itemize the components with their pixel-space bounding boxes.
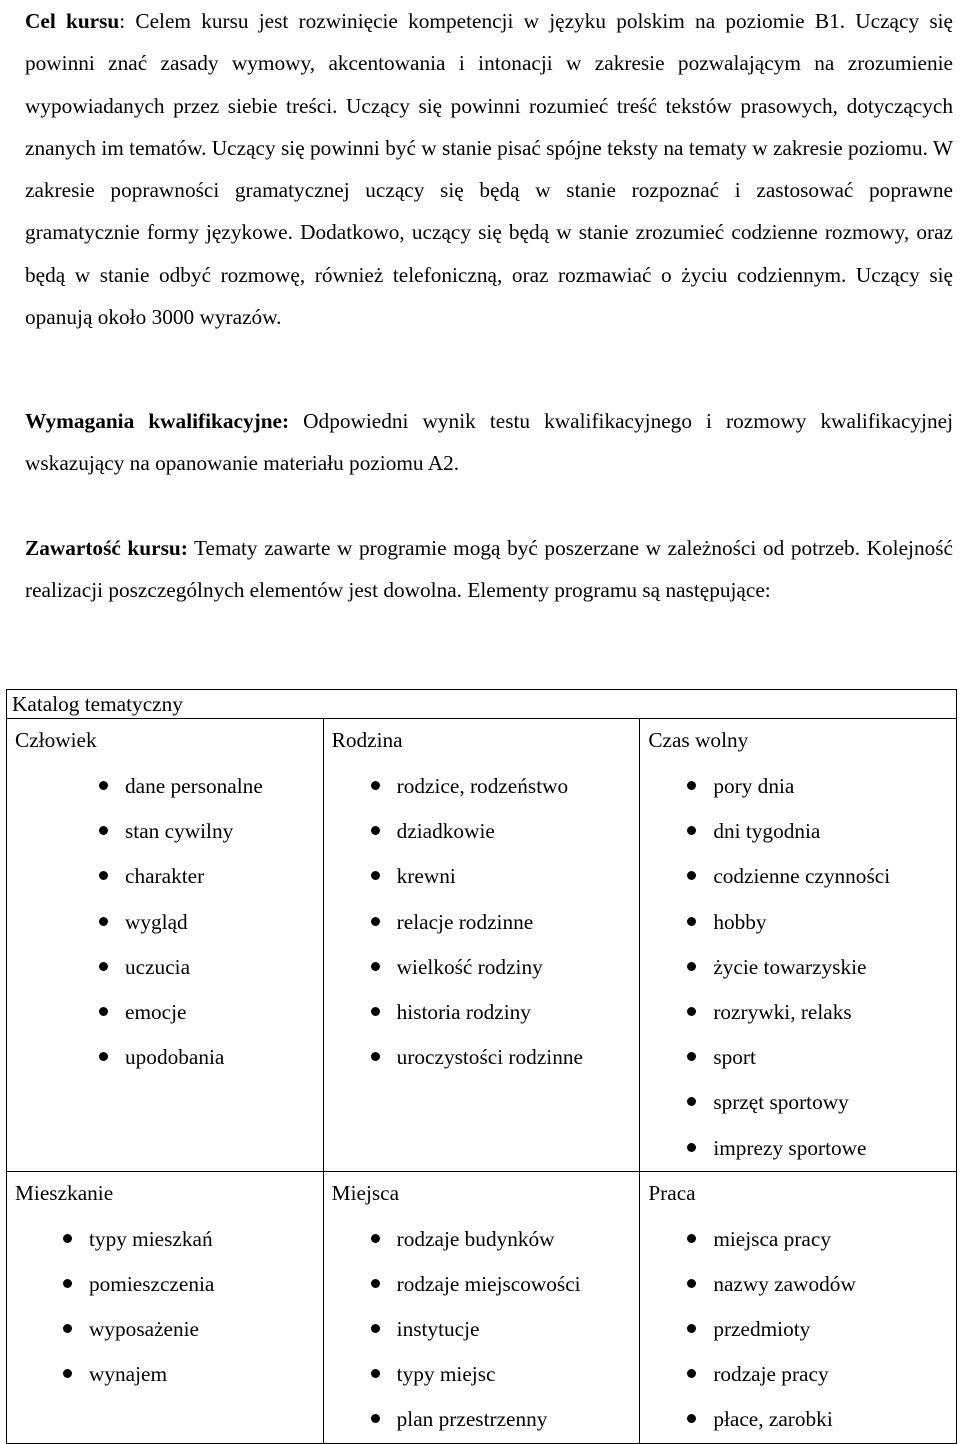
list-item-label: rodzaje budynków bbox=[396, 1226, 555, 1251]
list-item bbox=[648, 1080, 956, 1125]
bullet-icon bbox=[99, 1052, 108, 1061]
bullet-icon bbox=[99, 871, 108, 880]
list-item-label: pory dnia bbox=[713, 774, 795, 798]
list-item bbox=[15, 900, 323, 945]
list-item-label: plan przestrzenny bbox=[396, 1407, 548, 1432]
list-item bbox=[332, 945, 640, 990]
bullet-icon bbox=[371, 871, 380, 880]
list-item bbox=[15, 1035, 323, 1080]
list-item bbox=[15, 854, 323, 899]
list-item-label: emocje bbox=[125, 999, 187, 1024]
topic-title: Miejsca bbox=[331, 1180, 400, 1205]
bullet-icon bbox=[371, 917, 380, 926]
list-item-label: instytucje bbox=[396, 1317, 480, 1342]
list-item-label: codzienne czynności bbox=[713, 864, 891, 889]
course-goal-paragraph bbox=[25, 0, 953, 338]
list-item bbox=[332, 1262, 640, 1307]
bullet-icon bbox=[687, 1414, 696, 1423]
bullet-icon bbox=[687, 917, 696, 926]
topic-list bbox=[332, 764, 640, 1080]
list-item-label: typy miejsc bbox=[396, 1362, 496, 1387]
list-item-label: nazwy zawodów bbox=[713, 1271, 856, 1296]
requirements-text: Odpowiedni wynik testu kwalifikacyjnego i rozmowy kwalifikacyjnej wskazujący na opanowanie materiału poziomu A2. bbox=[25, 409, 953, 475]
list-item bbox=[332, 1035, 640, 1080]
list-item bbox=[648, 900, 956, 945]
list-item bbox=[332, 809, 640, 854]
list-item bbox=[15, 1217, 323, 1262]
list-item-label: płace, zarobki bbox=[713, 1407, 833, 1432]
list-item-label: dane personalne bbox=[125, 774, 263, 798]
bullet-icon bbox=[371, 1052, 380, 1061]
list-item bbox=[648, 990, 956, 1035]
list-item-label: wyposażenie bbox=[89, 1317, 199, 1342]
topic-title: Mieszkanie bbox=[15, 1180, 114, 1205]
list-item bbox=[332, 1217, 640, 1262]
bullet-icon bbox=[687, 781, 696, 790]
list-item-label: stan cywilny bbox=[125, 819, 234, 844]
bullet-icon bbox=[371, 1414, 380, 1423]
bullet-icon bbox=[687, 826, 696, 835]
list-item-label: typy mieszkań bbox=[89, 1226, 213, 1251]
list-item-label: uczucia bbox=[125, 954, 191, 979]
topic-cell-czlowiek bbox=[7, 719, 324, 1172]
bullet-icon bbox=[371, 826, 380, 835]
bullet-icon bbox=[687, 871, 696, 880]
bullet-icon bbox=[99, 962, 108, 971]
list-item bbox=[15, 764, 323, 809]
list-item bbox=[332, 854, 640, 899]
list-item bbox=[648, 764, 956, 809]
requirements-label: Wymagania kwalifikacyjne: bbox=[25, 409, 290, 433]
catalog-row bbox=[7, 1171, 957, 1443]
list-item bbox=[648, 809, 956, 854]
bullet-icon bbox=[371, 1324, 380, 1333]
topic-title: Czas wolny bbox=[648, 728, 749, 752]
catalog-header: Katalog tematyczny bbox=[7, 690, 957, 719]
list-item bbox=[332, 764, 640, 809]
bullet-icon bbox=[371, 1007, 380, 1016]
course-goal-text: : Celem kursu jest rozwinięcie kompetencji w języku polskim na poziomie B1. Uczący się powinni znać zasady wymowy, akcentowania i intonacji w zakresie pozwalającym na zrozumienie wypowiadanych przez siebie treści. Uczący się powinni rozumieć treść tekstów prasowych, dotyczących znanych im tematów. Uczący się powinni być w stanie pisać spójne teksty na tematy w zakresie poziomu. W zakresie poprawności gramatycznej uczący się będą w stanie rozpoznać i zastosować poprawne gramatycznie formy językowe. Dodatkowo, uczący się będą w stanie zrozumieć codzienne rozmowy, oraz będą w stanie odbyć rozmowę, również telefoniczną, oraz rozmawiać o życiu codziennym. Uczący się opanują około 3000 wyrazów. bbox=[25, 9, 953, 330]
list-item bbox=[15, 1262, 323, 1307]
list-item-label: dni tygodnia bbox=[713, 819, 821, 844]
bullet-icon bbox=[63, 1234, 72, 1243]
list-item-label: rodzaje pracy bbox=[713, 1362, 829, 1387]
topic-title: Człowiek bbox=[15, 728, 97, 752]
list-item-label: upodobania bbox=[125, 1045, 225, 1070]
topic-list bbox=[648, 764, 956, 1171]
list-item-label: historia rodziny bbox=[396, 999, 531, 1024]
topic-cell-rodzina bbox=[323, 719, 640, 1172]
list-item bbox=[332, 900, 640, 945]
list-item bbox=[648, 1397, 956, 1442]
bullet-icon bbox=[99, 1007, 108, 1016]
bullet-icon bbox=[371, 781, 380, 790]
course-content-paragraph bbox=[25, 527, 953, 611]
list-item bbox=[332, 990, 640, 1035]
bullet-icon bbox=[687, 1097, 696, 1106]
list-item-label: sprzęt sportowy bbox=[713, 1090, 849, 1115]
list-item bbox=[648, 1126, 956, 1171]
list-item-label: dziadkowie bbox=[396, 819, 495, 844]
list-item-label: pomieszczenia bbox=[89, 1271, 215, 1296]
list-item bbox=[332, 1397, 640, 1442]
topic-cell-czas-wolny bbox=[640, 719, 957, 1172]
bullet-icon bbox=[99, 917, 108, 926]
list-item-label: rodzice, rodzeństwo bbox=[396, 774, 569, 798]
bullet-icon bbox=[687, 1052, 696, 1061]
bullet-icon bbox=[371, 1234, 380, 1243]
topic-title: Praca bbox=[648, 1180, 696, 1205]
course-goal-label: Cel kursu bbox=[25, 9, 120, 33]
list-item-label: wielkość rodziny bbox=[396, 954, 543, 979]
course-content-text: Tematy zawarte w programie mogą być poszerzane w zależności od potrzeb. Kolejność realizacji poszczególnych elementów jest dowolna. Elementy programu są następujące: bbox=[25, 536, 953, 602]
topic-list bbox=[15, 764, 323, 1080]
list-item bbox=[15, 945, 323, 990]
list-item-label: wygląd bbox=[125, 909, 188, 934]
list-item-label: hobby bbox=[713, 909, 767, 934]
thematic-catalog-table bbox=[6, 689, 957, 1444]
list-item-label: życie towarzyskie bbox=[713, 954, 867, 979]
bullet-icon bbox=[687, 1279, 696, 1288]
topic-list bbox=[15, 1217, 323, 1398]
bullet-icon bbox=[687, 1007, 696, 1016]
list-item bbox=[15, 1352, 323, 1397]
bullet-icon bbox=[687, 1369, 696, 1378]
bullet-icon bbox=[99, 781, 108, 790]
list-item bbox=[648, 1262, 956, 1307]
list-item-label: uroczystości rodzinne bbox=[396, 1045, 583, 1070]
topic-title: Rodzina bbox=[331, 728, 403, 752]
requirements-paragraph bbox=[25, 400, 953, 484]
list-item-label: rozrywki, relaks bbox=[713, 999, 852, 1024]
list-item-label: krewni bbox=[396, 864, 456, 889]
course-content-label: Zawartość kursu: bbox=[25, 536, 188, 560]
bullet-icon bbox=[371, 1279, 380, 1288]
list-item-label: miejsca pracy bbox=[713, 1226, 831, 1251]
list-item-label: rodzaje miejscowości bbox=[396, 1271, 581, 1296]
topic-cell-mieszkanie bbox=[7, 1171, 324, 1443]
list-item bbox=[648, 1352, 956, 1397]
bullet-icon bbox=[63, 1324, 72, 1333]
list-item bbox=[648, 1217, 956, 1262]
list-item bbox=[332, 1307, 640, 1352]
list-item-label: charakter bbox=[125, 864, 205, 889]
list-item bbox=[332, 1352, 640, 1397]
list-item bbox=[648, 1035, 956, 1080]
list-item-label: relacje rodzinne bbox=[396, 909, 534, 934]
list-item bbox=[648, 945, 956, 990]
bullet-icon bbox=[63, 1279, 72, 1288]
catalog-row bbox=[7, 719, 957, 1172]
list-item-label: przedmioty bbox=[713, 1317, 811, 1342]
bullet-icon bbox=[687, 962, 696, 971]
list-item-label: wynajem bbox=[89, 1362, 168, 1387]
bullet-icon bbox=[371, 962, 380, 971]
bullet-icon bbox=[63, 1369, 72, 1378]
bullet-icon bbox=[99, 826, 108, 835]
list-item bbox=[15, 1307, 323, 1352]
topic-cell-praca bbox=[640, 1171, 957, 1443]
bullet-icon bbox=[687, 1143, 696, 1152]
list-item bbox=[648, 1307, 956, 1352]
list-item bbox=[15, 809, 323, 854]
list-item-label: imprezy sportowe bbox=[713, 1135, 867, 1160]
list-item bbox=[648, 854, 956, 899]
list-item-label: sport bbox=[713, 1045, 756, 1070]
bullet-icon bbox=[687, 1234, 696, 1243]
topic-cell-miejsca bbox=[323, 1171, 640, 1443]
list-item bbox=[15, 990, 323, 1035]
bullet-icon bbox=[371, 1369, 380, 1378]
bullet-icon bbox=[687, 1324, 696, 1333]
